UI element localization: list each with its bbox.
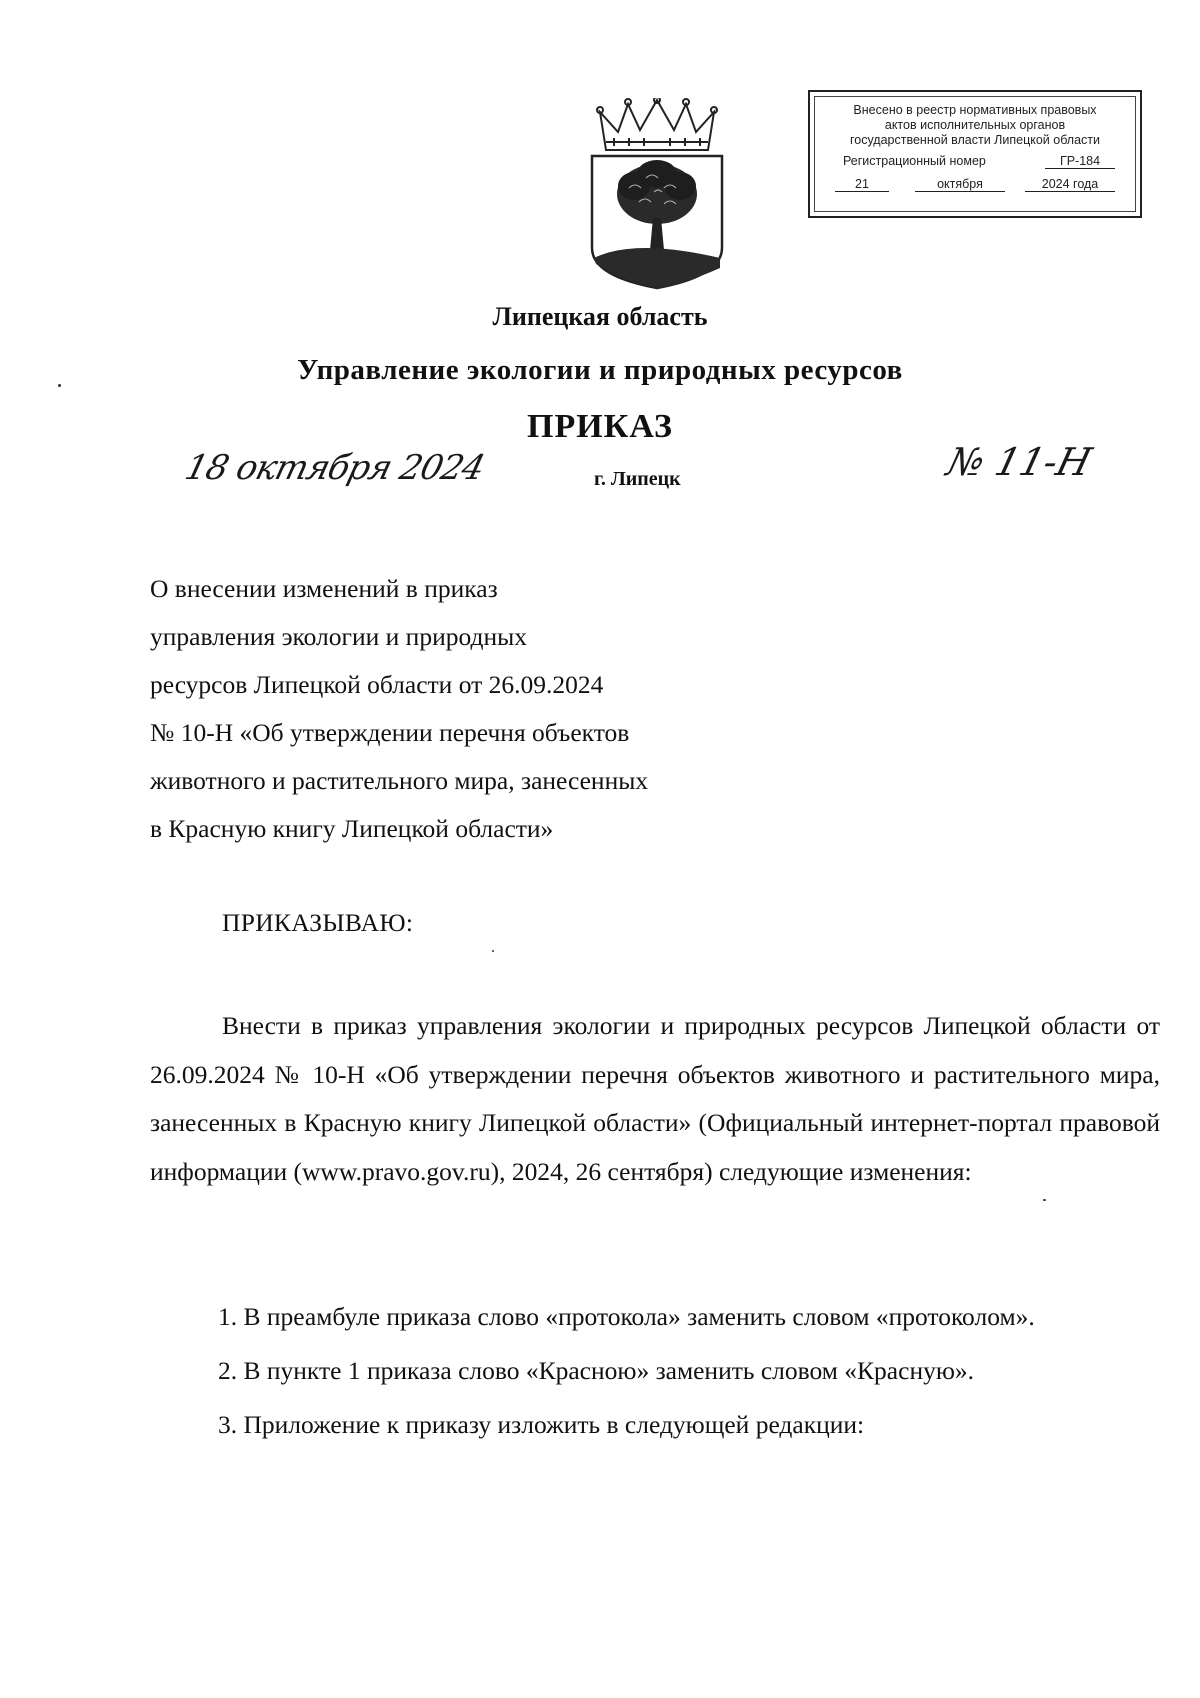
registry-day: 21: [835, 177, 889, 192]
list-item: 1. В преамбуле приказа слово «протокола» заменить словом «протоколом».: [218, 1302, 1035, 1331]
body-paragraph: Внести в приказ управления экологии и природных ресурсов Липецкой области от 26.09.2024 № 10-Н «Об утверждении перечня объектов животного и растительного мира, занесенных в Красную книгу Липецкой области» (Официальный интернет-портал правовой информации (www.pravo.gov.ru), 2024, 26 сентября) следующие изменения:: [150, 1011, 1160, 1186]
subject-line: управления экологии и природных: [150, 622, 527, 651]
region-name: Липецкая область: [492, 302, 708, 331]
registry-number: ГР-184: [1045, 154, 1115, 169]
registry-line-3: государственной власти Липецкой области: [849, 133, 1101, 147]
coat-of-arms-icon: [584, 98, 730, 290]
handwritten-number: № 11-Н: [942, 440, 1096, 484]
department-name: Управление экологии и природных ресурсов: [297, 354, 903, 386]
subject-line: № 10-Н «Об утверждении перечня объектов: [150, 718, 630, 747]
registry-line-1: Внесено в реестр нормативных правовых: [853, 103, 1097, 117]
city-name: г. Липецк: [594, 468, 681, 490]
scan-speck: [1043, 1199, 1046, 1201]
subject-line: ресурсов Липецкой области от 26.09.2024: [150, 670, 604, 699]
registry-year: 2024 года: [1025, 177, 1115, 192]
registry-line-2: актов исполнительных органов: [884, 118, 1066, 132]
subject-line: животного и растительного мира, занесенных: [150, 766, 649, 795]
handwritten-date: 18 октября 2024: [181, 448, 488, 488]
amendment-list: [218, 1290, 1035, 1452]
registry-stamp-inner: [814, 96, 1136, 212]
document-subject: [150, 565, 648, 853]
list-item: 2. В пункте 1 приказа слово «Красною» заменить словом «Красную».: [218, 1356, 975, 1385]
document-type: ПРИКАЗ: [527, 408, 673, 445]
subject-line: О внесении изменений в приказ: [150, 574, 498, 603]
registry-number-label: Регистрационный номер: [843, 154, 986, 168]
scan-speck: [58, 384, 61, 387]
scan-speck: [492, 950, 494, 952]
registry-stamp: [808, 90, 1142, 218]
list-item: 3. Приложение к приказу изложить в следующей редакции:: [218, 1410, 865, 1439]
order-word: ПРИКАЗЫВАЮ:: [222, 908, 414, 937]
registry-month: октября: [915, 177, 1005, 192]
subject-line: в Красную книгу Липецкой области»: [150, 814, 554, 843]
